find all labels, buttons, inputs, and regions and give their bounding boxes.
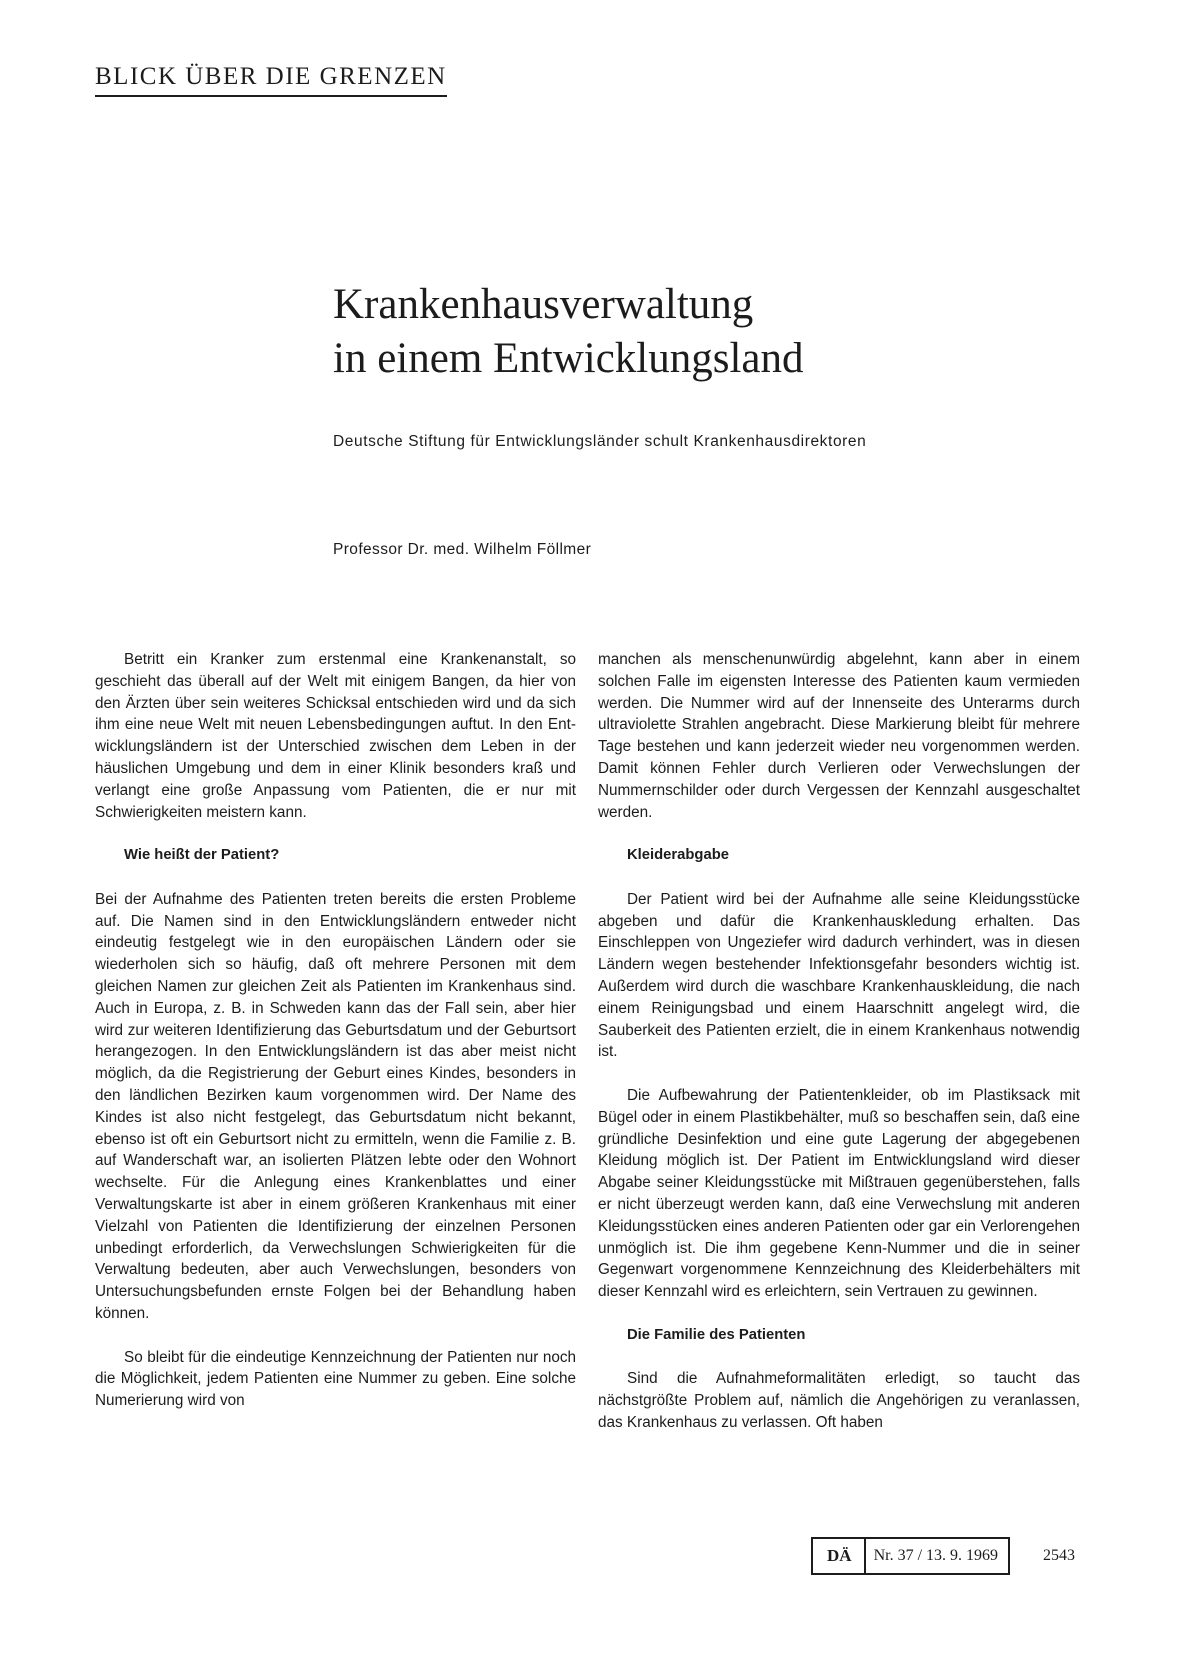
body-paragraph: So bleibt für die eindeutige Kennzeichnung der Patienten nur noch die Möglichkeit, jedem Patienten eine Nummer zu geben. Eine solche Numerierung wird von	[95, 1348, 576, 1410]
intro-paragraph: Betritt ein Kranker zum erstenmal eine Krankenanstalt, so geschieht das überall auf der Welt mit einigem Bangen, da hier von den Ärzten über sein weiteres Schicksal entschieden wird und da sich ihm eine neue Welt mit neuen Lebensbedingungen auftut. In den Entwicklungsländern ist der Unterschied zwischen dem Leben in der häuslichen Umgebung und dem in einer Klinik besonders kraß und verlangt eine große Anpassung vom Patienten, die er nur mit Schwierigkeiten meistern kann.	[95, 651, 576, 821]
section-heading-clothing: Kleiderabgabe	[627, 847, 729, 864]
body-paragraph: Der Patient wird bei der Aufnahme alle seine Kleidungsstücke abgeben und dafür die Krankenhauskledung erhalten. Das Einschleppen von Ungeziefer wird dadurch verhindert, was in diesen Ländern wegen bestehender Infektionsgefahr besonders wichtig ist. Außerdem wird durch die waschbare Krankenhauskleidung, die nach einem Reinigungsbad und einem Haarschnitt angelegt wird, die Sauberkeit des Patienten erzielt, die in einem Krankenhaus notwendig ist.	[598, 890, 1080, 1061]
article-title	[333, 278, 804, 386]
page-number: 2543	[1043, 1547, 1075, 1564]
body-paragraph: Die Aufbewahrung der Patientenkleider, ob im Plastiksack mit Bügel oder in einem Plastikbehälter, muß so beschaffen sein, daß eine gründliche Desinfektion und eine gute Lagerung der abgegebenen Kleidung möglich ist. Der Patient im Entwicklungsland wird dieser Abgabe seiner Kleidungsstücke mit Mißtrauen gegenüberstehen, falls er nicht überzeugt werden kann, daß eine Verwechslung mit anderen Kleidungsstücken eines anderen Patienten oder gar ein Verlorengehen unmöglich ist. Die ihm gegebene Kenn-Nummer und die in seiner Gegenwart vorgenommene Kennzeichnung des Kleiderbehälters mit dieser Kennzahl wird es erleichtern, sein Vertrauen zu gewinnen.	[598, 1086, 1080, 1301]
body-paragraph: manchen als menschenunwürdig abgelehnt, kann aber in einem solchen Falle im eigensten Interesse des Patienten kaum vermieden werden. Die Nummer wird auf der Innenseite des Unterarms durch ultraviolette Strahlen angebracht. Diese Markierung bleibt für mehrere Tage bestehen und kann jederzeit wieder neu vorgenommen werden. Damit können Fehler durch Verlieren oder Verwechslungen der Nummernschilder oder durch Vergessen der Kennzahl ausgeschaltet werden.	[598, 651, 1080, 821]
issue-info: Nr. 37 / 13. 9. 1969	[873, 1547, 999, 1564]
section-heading-patient-name: Wie heißt der Patient?	[124, 847, 280, 864]
right-column	[598, 649, 1080, 1434]
journal-footer-box	[811, 1537, 1010, 1575]
article-title-line-1: Krankenhausverwaltung	[333, 281, 754, 328]
article-subtitle: Deutsche Stiftung für Entwicklungsländer schult Krankenhausdirektoren	[333, 433, 867, 450]
section-heading-family: Die Familie des Patienten	[627, 1326, 806, 1343]
article-title-line-2: in einem Entwicklungsland	[333, 335, 804, 382]
section-header: BLICK ÜBER DIE GRENZEN	[95, 62, 447, 97]
article-author: Professor Dr. med. Wilhelm Föllmer	[333, 541, 592, 558]
body-paragraph: Sind die Aufnahmeformalitäten erledigt, so taucht das nächstgrößte Problem auf, nämlich die Angehörigen zu veranlassen, das Krankenhaus zu verlassen. Oft haben	[598, 1370, 1080, 1431]
journal-logo: DÄ	[813, 1539, 866, 1573]
left-column	[95, 649, 576, 1412]
body-paragraph: Bei der Aufnahme des Patienten treten bereits die ersten Probleme auf. Die Namen sind in den Entwicklungsländern entweder nicht eindeutig festgelegt wie in den europäischen Ländern oder sie wiederholen sich so häufig, daß oft mehrere Personen mit dem gleichen Namen zur gleichen Zeit als Patienten im Krankenhaus sind. Auch in Europa, z. B. in Schweden kann das der Fall sein, aber hier wird zur weiteren Identifizierung das Geburtsdatum und der Geburtsort herangezogen. In den Entwicklungsländern ist das aber meist nicht möglich, da die Registrierung der Geburt eines Kindes, besonders in den ländlichen Bezirken kaum vorgenommen wird. Der Name des Kindes ist also nicht festgelegt, das Geburtsdatum nicht bekannt, ebenso ist oft ein Geburtsort nicht zu ermitteln, wenn die Familie z. B. auf Wanderschaft war, an isolierten Plätzen lebte oder den Wohnort wechselte. Für die Anlegung eines Krankenblattes und einer Verwaltungskarte ist aber in einem größeren Krankenhaus mit einer Vielzahl von Patienten die Identifizierung der einzelnen Personen unbedingt erforderlich, da Verwechslungen Schwierigkeiten für die Verwaltung bedeuten, aber auch Verwechslungen, besonders von Untersuchungsbefunden ernste Folgen bei der Behandlung haben können.	[95, 890, 576, 1322]
